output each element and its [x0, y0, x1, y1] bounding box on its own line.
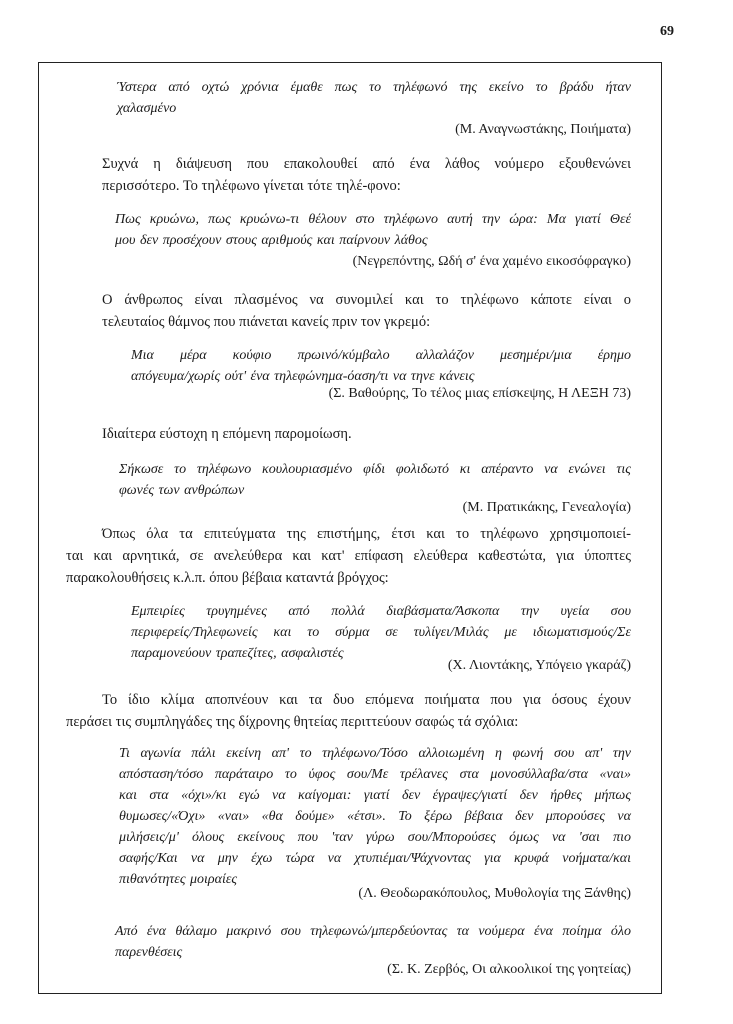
attribution-vathouris: (Σ. Βαθούρης, Το τέλος μιας επίσκεψης, Η ΛΕΞΗ 73) — [328, 386, 631, 401]
paragraph-line: ται και αρνητικά, σε ανελεύθερα και κατ' επίφαση ελεύθερα καθεστώτα, για ύποπτες — [66, 548, 631, 564]
quote-line: παρενθέσεις — [115, 945, 183, 960]
attribution-anagnostakis: (Μ. Αναγνωστάκης, Ποιήματα) — [455, 122, 631, 137]
attribution-negrepontis: (Νεγρεπόντης, Ωδή σ' ένα χαμένο εικοσόφραγκο) — [352, 254, 631, 269]
paragraph-apt-simile — [39, 423, 661, 445]
paragraph-wrong-number — [39, 153, 661, 197]
quote-line: απόγευμα/χωρίς ούτ' ένα τηλεφώνημα-όαση/τι να τηνε κάνεις — [131, 369, 475, 384]
paragraph-line: περισσότερο. Το τηλέφωνο γίνεται τότε τηλέ-φονο: — [102, 178, 401, 194]
quote-negrepontis — [39, 209, 661, 251]
paragraph-line: Το ίδιο κλίμα αποπνέουν και τα δυο επόμενα ποιήματα που για όσους έχουν — [102, 692, 631, 708]
quote-theodorakopoulos — [39, 743, 661, 890]
attribution-zervos: (Σ. Κ. Ζερβός, Οι αλκοολικοί της γοητείας) — [387, 962, 631, 977]
page-number: 69 — [660, 24, 674, 39]
paragraph-line: Ιδιαίτερα εύστοχη η επόμενη παρομοίωση. — [102, 426, 352, 442]
quote-line: μιλήσεις/μ' όλους εκείνους που 'ταν γύρω σου/Μπορούσες όμως να 'σαι πιο — [119, 830, 631, 845]
quote-vathouris — [39, 345, 661, 387]
text-frame — [38, 62, 662, 994]
quote-line: και στα «όχι»/κι εγώ να καίγομαι: γιατί δεν έγραψες/γιατί δεν ήρθες μήπως — [119, 788, 631, 803]
quote-line: πιθανότητες μοιραίες — [119, 872, 238, 887]
paragraph-line: Συχνά η διάψευση που επακολουθεί από ένα λάθος νούμερο εξουθενώνει — [102, 156, 631, 172]
quote-line: παραμονεύουν τραπεζίτες, ασφαλιστές — [131, 646, 344, 661]
quote-anagnostakis — [39, 77, 661, 119]
quote-line: Σήκωσε το τηλέφωνο κουλουριασμένο φίδι φολιδωτό κι απέραντο να ενώνει τις — [119, 462, 631, 477]
attribution-liontakis: (Χ. Λιοντάκης, Υπόγειο γκαράζ) — [447, 658, 631, 673]
attribution-pratikakis: (Μ. Πρατικάκης, Γενεαλογία) — [462, 500, 631, 515]
quote-line: περιφερείς/Τηλεφωνείς και το σύρμα σε τυλίγει/Μιλάς με ιδιωματισμούς/Σε — [131, 625, 631, 640]
paragraph-line: Όπως όλα τα επιτεύγματα της επιστήμης, έτσι και το τηλέφωνο χρησιμοποιεί- — [102, 526, 631, 542]
quote-line: Τι αγωνία πάλι εκείνη απ' το τηλέφωνο/Τόσο αλλοιωμένη η φωνή σου απ' την — [119, 746, 631, 761]
paragraph-line: περάσει τις συμπληγάδες της δίχρονης θητείας περιττεύουν σαφώς τά σχόλια: — [66, 714, 519, 730]
quote-line: Ύστερα από οχτώ χρόνια έμαθε πως το τηλέφωνό της εκείνο το βράδυ ήταν — [117, 80, 631, 95]
quote-line: μου δεν προσέχουν στους αριθμούς και παίρνουν λάθος — [115, 233, 428, 248]
paragraph-line: Ο άνθρωπος είναι πλασμένος να συνομιλεί και το τηλέφωνο κάποτε είναι ο — [102, 292, 631, 308]
quote-line: θυμωσες/«Όχι» «ναι» «θα δούμε» «έτσι». Το ξέρω βέβαια δεν μπορούσες να — [119, 809, 631, 824]
quote-line: Από ένα θάλαμο μακρινό σου τηλεφωνώ/μπερδεύοντας τα νούμερα ένα ποίημα όλο — [115, 924, 631, 939]
paragraph-military-service — [39, 689, 661, 733]
quote-pratikakis — [39, 459, 661, 501]
paragraph-line: παρακολουθήσεις κ.λ.π. όπου βέβαια καταντά βρόγχος: — [66, 570, 389, 586]
paragraph-surveillance — [39, 523, 661, 589]
attribution-theodorakopoulos: (Λ. Θεοδωρακόπουλος, Μυθολογία της Ξάνθης) — [358, 886, 631, 901]
quote-line: φωνές των ανθρώπων — [119, 483, 245, 498]
quote-line: σαφής/Και να μην έχω τώρα να χτυπιέμαι/Ψάχνοντας για κρυφά νοήματα/και — [119, 851, 631, 866]
paragraph-line: τελευταίος θάμνος που πιάνεται κανείς πριν τον γκρεμό: — [102, 314, 431, 330]
quote-line: Πως κρυώνω, πως κρυώνω-τι θέλουν στο τηλέφωνο αυτή την ώρα: Μα γιατί Θεέ — [115, 212, 631, 227]
quote-line: Μια μέρα κούφιο πρωινό/κύμβαλο αλλαλάζον μεσημέρι/μια έρημο — [131, 348, 631, 363]
quote-line: χαλασμένο — [117, 101, 177, 116]
paragraph-human-conversation — [39, 289, 661, 333]
quote-line: απόσταση/τόσο παράταιρο το ύφος σου/Με τρέλανες στα μονοσύλλαβα/στα «ναι» — [119, 767, 631, 782]
quote-zervos — [39, 921, 661, 963]
quote-line: Εμπειρίες τρυγημένες από πολλά διαβάσματα/Άσκοπα την υγεία σου — [131, 604, 631, 619]
